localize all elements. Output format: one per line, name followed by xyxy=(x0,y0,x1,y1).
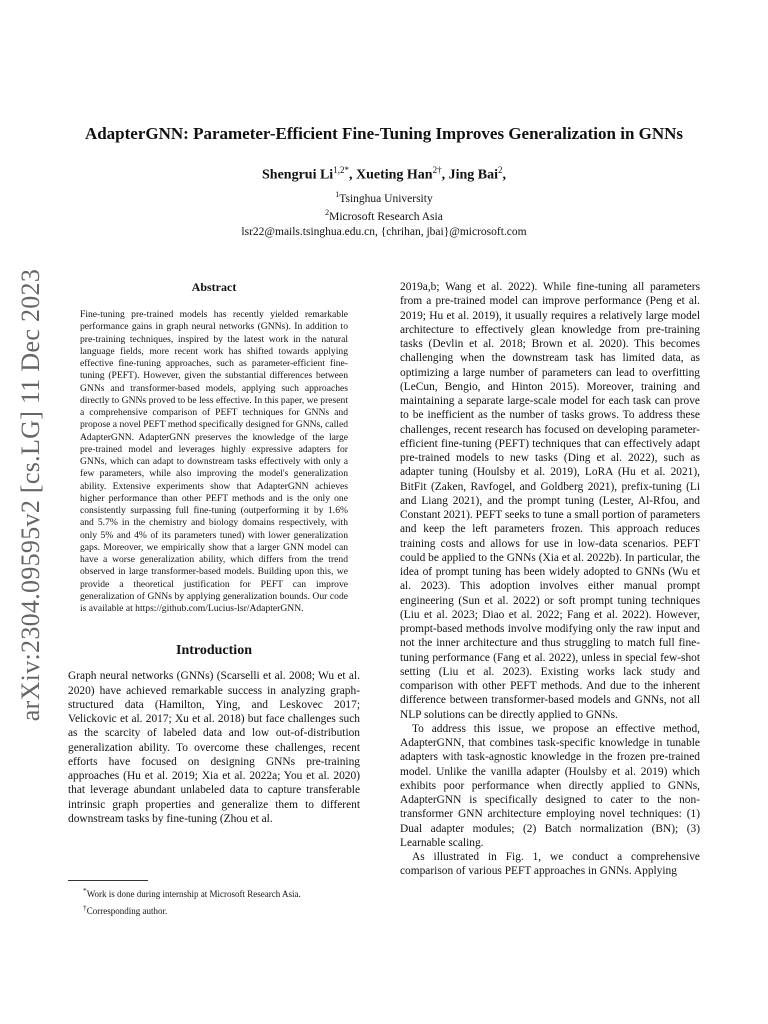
intro-paragraph: To address this issue, we propose an effective method, AdapterGNN, that combines task-specific knowledge in tunable adapters with task-agnostic knowledge in the frozen pre-trained model. Unlike the vanilla adapter (Houlsby et al. 2019) which exhibits poor performance when directly applied to GNNs, AdapterGNN is specifically designed to cater to the non-transformer GNN architecture employing novel techniques: (1) Dual adapter modules; (2) Batch normalization (BN); (3) Learnable scaling. xyxy=(400,722,700,849)
footnote: *Work is done during internship at Microsoft Research Asia. xyxy=(83,886,301,899)
author-separator: , xyxy=(348,167,356,183)
author-name: Xueting Han xyxy=(355,167,433,183)
arxiv-side-stamp xyxy=(14,265,54,725)
abstract-heading: Abstract xyxy=(191,280,237,294)
affiliation-line: $^2$Microsoft Research Asia xyxy=(325,208,443,224)
affiliation-line: $^1$Tsinghua University xyxy=(335,190,433,205)
author-separator: , xyxy=(441,167,449,183)
author-list-end: , xyxy=(502,167,506,183)
author-list xyxy=(40,165,728,184)
author-affil-mark: 1,2* xyxy=(333,165,349,175)
abstract-text: Fine-tuning pre-trained models has recently yielded remarkable performance gains in graph neural networks (GNNs). In addition to pre-training techniques, inspired by the latest work in the natural language fields, more recent work has shifted towards applying effective fine-tuning approaches, such as parameter-efficient fine-tuning (PEFT). However, given the substantial differences between GNNs and transformer-based models, applying such approaches directly to GNNs proved to be less effective. In this paper, we present a comprehensive comparison of PEFT techniques for GNNs and propose a novel PEFT method specifically designed for GNNs, called AdapterGNN. AdapterGNN preserves the knowledge of the large pre-trained model and leverages highly expressive adapters for GNNs, which can adapt to downstream tasks effectively with only a few parameters, while also improving the model's generalization ability. Extensive experiments show that AdapterGNN achieves higher performance than other PEFT methods and is the only one consistently surpassing full fine-tuning (outperforming it by 1.6% and 5.7% in the chemistry and biology domains respectively, with only 5% and 4% of its parameters tuned) with lower generalization gaps. Moreover, we empirically show that a larger GNN model can have a worse generalization ability, which differs from the trend observed in large transformer-based models. Building upon this, we provide a theoretical justification for PEFT can improve generalization of GNNs by applying generalization bounds. Our code is available at https://github.com/Lucius-lsr/AdapterGNN. xyxy=(80,309,348,614)
paper-title: AdapterGNN: Parameter-Efficient Fine-Tuning Improves Generalization in GNNs xyxy=(84,124,684,143)
right-column xyxy=(400,280,700,879)
footnote: †Corresponding author. xyxy=(83,903,168,916)
author-affil-mark: 2 xyxy=(497,165,503,175)
affiliations xyxy=(40,188,728,239)
footnote-rule xyxy=(68,880,148,881)
author-affil-mark: 2† xyxy=(432,165,442,175)
left-column xyxy=(68,280,360,826)
author-emails: lsr22@mails.tsinghua.edu.cn, {chrihan, jbai}@microsoft.com xyxy=(241,225,527,238)
intro-paragraph: As illustrated in Fig. 1, we conduct a comprehensive comparison of various PEFT approaches in GNNs. Applying xyxy=(400,851,700,878)
intro-paragraph: Graph neural networks (GNNs) (Scarselli et al. 2008; Wu et al. 2020) have achieved remarkable success in analyzing graph-structured data (Hamilton, Ying, and Leskovec 2017; Velickovic et al. 2017; Xu et al. 2018) but face challenges such as the scarcity of labeled data and low out-of-distribution generalization ability. To overcome these challenges, recent efforts have focused on designing GNNs pre-training approaches (Hu et al. 2019; Xia et al. 2022a; You et al. 2020) that leverage abundant unlabeled data to capture transferable intrinsic graph properties and generalize them to different downstream tasks by fine-tuning (Zhou et al. xyxy=(68,670,360,825)
footnotes xyxy=(68,880,360,918)
introduction-heading: Introduction xyxy=(176,643,252,659)
intro-paragraph: 2019a,b; Wang et al. 2022). While fine-tuning all parameters from a pre-trained model can improve performance (Peng et al. 2019; Hu et al. 2019), it usually requires a relatively large model architecture to effectively glean knowledge from pre-training tasks (Devlin et al. 2018; Brown et al. 2020). This becomes challenging when the downstream task has limited data, as optimizing a large number of parameters can lead to overfitting (LeCun, Bengio, and Hinton 2015). Moreover, training and maintaining a separate large-scale model for each task can prove to be inefficient as the number of tasks grows. To address these challenges, recent research has focused on developing parameter-efficient fine-tuning (PEFT) techniques that can effectively adapt pre-trained models to new tasks (Ding et al. 2022), such as adapter tuning (Houlsby et al. 2019), LoRA (Hu et al. 2021), BitFit (Zaken, Ravfogel, and Goldberg 2021), prefix-tuning (Li and Liang 2021), and the prompt tuning (Lester, Al-Rfou, and Constant 2021). PEFT seeks to tune a small portion of parameters and keep the left parameters frozen. This approach reduces training costs and allows for use in low-data scenarios. PEFT could be applied to the GNNs (Xia et al. 2022b). In particular, the idea of prompt tuning has been widely adopted to GNNs (Wu et al. 2023). This adoption involves either manual prompt engineering (Sun et al. 2022) or soft prompt tuning techniques (Liu et al. 2023; Diao et al. 2022; Fang et al. 2022). However, prompt-based methods involve modifying only the raw input and not the inner architecture and thus struggling to match full fine-tuning performance (Fang et al. 2022), unless in special few-shot setting (Liu et al. 2023). Existing works lack study and comparison with other PEFT methods. And due to the inherent difference between transformer-based models and GNNs, not all NLP solutions can be directly applied to GNNs. xyxy=(400,281,701,721)
arxiv-identifier: arXiv:2304.09595v2 [cs.LG] 11 Dec 2023 xyxy=(16,268,45,722)
author-name: Shengrui Li xyxy=(262,167,334,183)
author-name: Jing Bai xyxy=(448,167,498,183)
